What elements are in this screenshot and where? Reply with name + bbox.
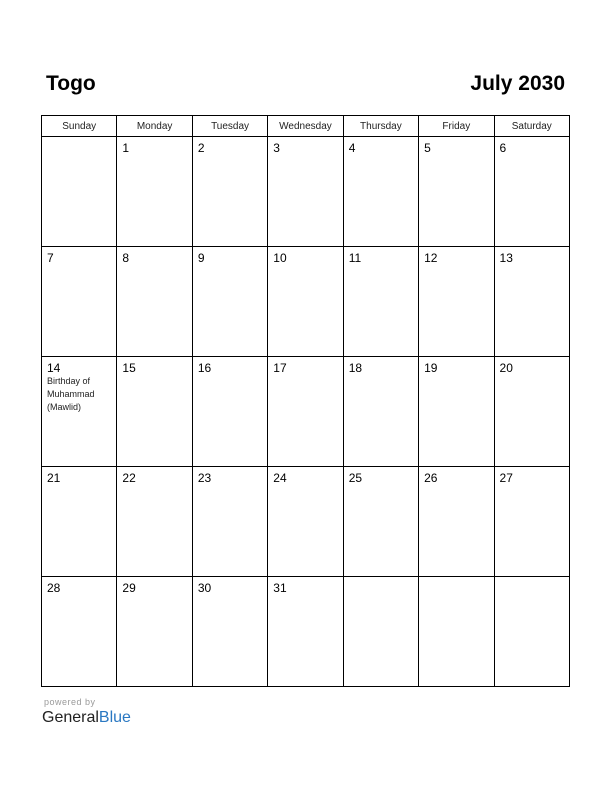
- day-cell: [117, 357, 192, 467]
- empty-day-cell: [343, 577, 418, 687]
- month-year-title: July 2030: [470, 72, 565, 95]
- day-number: 9: [197, 251, 205, 265]
- day-number: 15: [122, 361, 136, 375]
- week-row: [42, 467, 570, 577]
- day-number: 27: [499, 471, 513, 485]
- day-number: 3: [273, 141, 280, 155]
- day-cell: [419, 357, 494, 467]
- weekday-header-row: [42, 116, 570, 137]
- day-number: 16: [197, 361, 212, 375]
- day-cell: [192, 577, 267, 687]
- day-cell: [494, 467, 569, 577]
- day-number: 6: [499, 141, 507, 155]
- day-cell: [117, 247, 192, 357]
- week-row: [42, 137, 570, 247]
- day-cell: [268, 467, 343, 577]
- day-cell: [42, 467, 117, 577]
- day-cell: [268, 247, 343, 357]
- day-cell: [192, 247, 267, 357]
- day-number: 26: [424, 471, 438, 485]
- day-cell: [494, 247, 569, 357]
- country-title: Togo: [46, 72, 96, 95]
- day-number: 8: [122, 251, 130, 265]
- weekday-header-monday: Monday: [117, 116, 192, 137]
- day-cell: [268, 357, 343, 467]
- day-cell: [494, 357, 569, 467]
- calendar-grid: [41, 115, 570, 687]
- day-number: 17: [273, 361, 287, 375]
- day-cell: [343, 247, 418, 357]
- day-number: 30: [197, 581, 212, 595]
- day-cell: [343, 357, 418, 467]
- empty-day-cell: [42, 137, 117, 247]
- day-number: 22: [122, 471, 136, 485]
- day-number: 7: [47, 251, 54, 265]
- holiday-label: Birthday of Muhammad (Mawlid): [47, 376, 95, 412]
- day-number: 5: [424, 141, 431, 155]
- day-number: 20: [499, 361, 513, 375]
- brand-name-part2: Blue: [98, 709, 131, 726]
- day-cell: [117, 467, 192, 577]
- day-cell: [343, 137, 418, 247]
- day-number: 29: [122, 581, 136, 595]
- day-number: 28: [47, 581, 61, 595]
- day-cell: [268, 137, 343, 247]
- day-number: 21: [47, 471, 61, 485]
- day-number: 19: [424, 361, 438, 375]
- day-cell: [192, 137, 267, 247]
- day-cell: [42, 357, 117, 467]
- generalblue-logo: [42, 708, 131, 728]
- day-cell: [419, 137, 494, 247]
- day-number: 13: [499, 251, 513, 265]
- day-cell: [494, 137, 569, 247]
- day-number: 18: [348, 361, 363, 375]
- day-cell: [42, 577, 117, 687]
- week-row: [42, 577, 570, 687]
- day-number: 1: [122, 141, 130, 155]
- week-row: [42, 247, 570, 357]
- powered-by-label: powered by: [44, 697, 96, 707]
- day-cell: [192, 357, 267, 467]
- day-cell: [117, 577, 192, 687]
- day-cell: [343, 467, 418, 577]
- day-number: 23: [197, 471, 212, 485]
- weekday-header-friday: Friday: [419, 116, 494, 137]
- empty-day-cell: [494, 577, 569, 687]
- day-cell: [192, 467, 267, 577]
- day-cell: [268, 577, 343, 687]
- weekday-header-wednesday: Wednesday: [268, 116, 343, 137]
- day-cell: [419, 467, 494, 577]
- day-cell: [42, 247, 117, 357]
- day-number: 24: [273, 471, 287, 485]
- day-number: 31: [273, 581, 287, 595]
- day-number: 4: [348, 141, 356, 155]
- day-number: 2: [197, 141, 205, 155]
- weekday-header-sunday: Sunday: [42, 116, 117, 137]
- weekday-header-tuesday: Tuesday: [192, 116, 267, 137]
- day-number: 12: [424, 251, 438, 265]
- weekday-header-thursday: Thursday: [343, 116, 418, 137]
- day-number: 14: [47, 361, 61, 375]
- week-row: [42, 357, 570, 467]
- day-number: 25: [348, 471, 363, 485]
- day-cell: [117, 137, 192, 247]
- day-cell: [419, 247, 494, 357]
- day-number: 11: [348, 251, 362, 265]
- brand-name-part1: General: [42, 709, 99, 726]
- weekday-header-saturday: Saturday: [494, 116, 569, 137]
- empty-day-cell: [419, 577, 494, 687]
- day-number: 10: [273, 251, 287, 265]
